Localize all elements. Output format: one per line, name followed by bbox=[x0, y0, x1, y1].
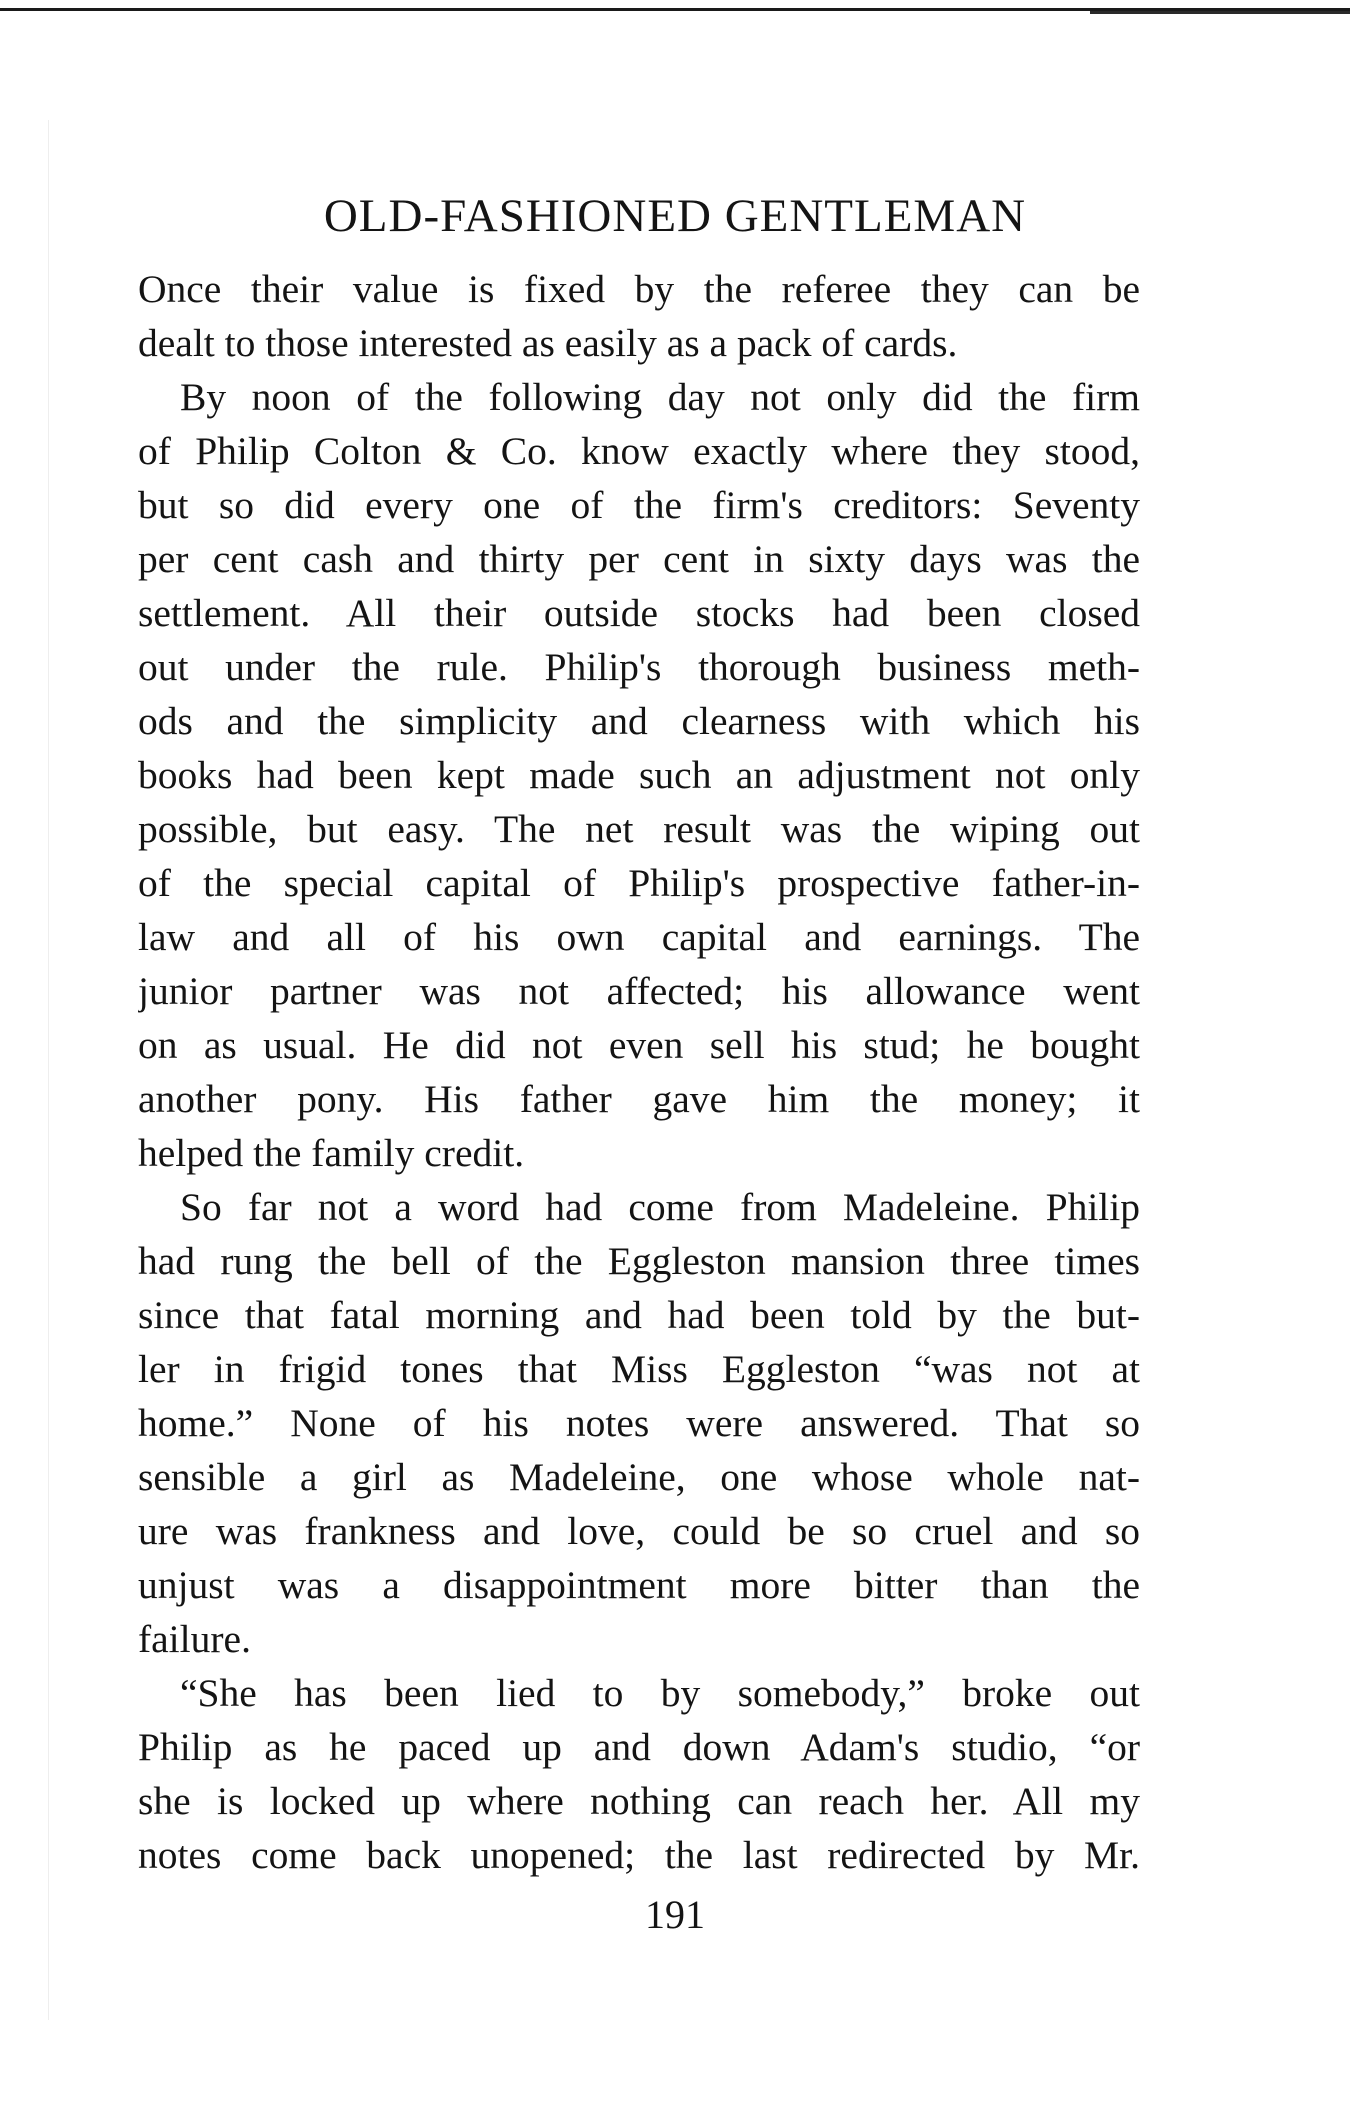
text-line: law and all of his own capital and earnings. The bbox=[138, 915, 1140, 959]
text-line: helped the family credit. bbox=[138, 1131, 525, 1175]
paragraph bbox=[138, 262, 1140, 370]
text-line: dealt to those interested as easily as a pack of cards. bbox=[138, 321, 958, 365]
paragraph bbox=[138, 1666, 1140, 1882]
text-line: of Philip Colton & Co. know exactly where they stood, bbox=[138, 429, 1140, 473]
text-line: So far not a word had come from Madeleine. Philip bbox=[180, 1185, 1140, 1229]
top-edge-rule-tail bbox=[1090, 11, 1350, 14]
text-line: per cent cash and thirty per cent in sixty days was the bbox=[138, 537, 1140, 581]
text-line: Once their value is fixed by the referee they can be bbox=[138, 267, 1140, 311]
text-line: Philip as he paced up and down Adam's studio, “or bbox=[138, 1725, 1140, 1769]
text-line: on as usual. He did not even sell his stud; he bought bbox=[138, 1023, 1140, 1067]
text-line: sensible a girl as Madeleine, one whose whole nat- bbox=[138, 1455, 1140, 1499]
text-line: ler in frigid tones that Miss Eggleston “was not at bbox=[138, 1347, 1140, 1391]
text-line: another pony. His father gave him the money; it bbox=[138, 1077, 1140, 1121]
page-number: 191 bbox=[645, 1892, 705, 1937]
body-text bbox=[138, 262, 1140, 1882]
text-line: ure was frankness and love, could be so cruel and so bbox=[138, 1509, 1140, 1553]
text-line: junior partner was not affected; his allowance went bbox=[138, 969, 1140, 1013]
running-head: OLD-FASHIONED GENTLEMAN bbox=[323, 190, 1027, 242]
text-line: possible, but easy. The net result was the wiping out bbox=[138, 807, 1140, 851]
text-line: notes come back unopened; the last redirected by Mr. bbox=[138, 1833, 1140, 1877]
paragraph bbox=[138, 370, 1140, 1180]
text-line: ods and the simplicity and clearness with which his bbox=[138, 699, 1140, 743]
text-line: but so did every one of the firm's creditors: Seventy bbox=[138, 483, 1140, 527]
text-line: failure. bbox=[138, 1617, 251, 1661]
text-line: “She has been lied to by somebody,” broke out bbox=[180, 1671, 1140, 1715]
text-line: of the special capital of Philip's prospective father-in- bbox=[138, 861, 1140, 905]
text-line: settlement. All their outside stocks had been closed bbox=[138, 591, 1140, 635]
text-line: unjust was a disappointment more bitter than the bbox=[138, 1563, 1140, 1607]
page-left-edge-shadow bbox=[48, 120, 49, 2020]
text-line: home.” None of his notes were answered. That so bbox=[138, 1401, 1140, 1445]
text-line: she is locked up where nothing can reach her. All my bbox=[138, 1779, 1140, 1823]
text-line: out under the rule. Philip's thorough business meth- bbox=[138, 645, 1140, 689]
text-line: By noon of the following day not only did the firm bbox=[180, 375, 1140, 419]
text-line: books had been kept made such an adjustment not only bbox=[138, 753, 1140, 797]
text-line: since that fatal morning and had been told by the but- bbox=[138, 1293, 1140, 1337]
text-line: had rung the bell of the Eggleston mansion three times bbox=[138, 1239, 1140, 1283]
paragraph bbox=[138, 1180, 1140, 1666]
